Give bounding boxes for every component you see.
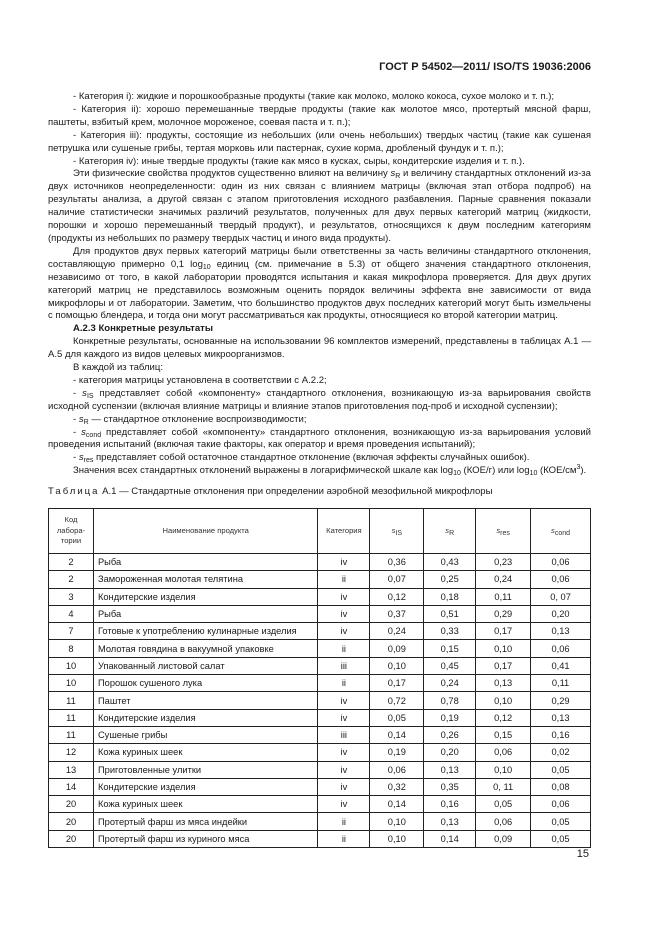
cell-s-cond: 0,13: [531, 623, 591, 640]
text: Значения всех стандартных отклонений выражены в логарифмической шкале как log: [73, 465, 454, 477]
table-row: [49, 830, 591, 847]
cell-s-cond: 0,06: [531, 796, 591, 813]
cell-name: Кондитерские изделия: [93, 778, 317, 795]
text: и величину стандартных отклонений из-за двух источников неопределенности: один из них связан с влиянием матрицы (включая этап отбора подпроб) на результаты анализа, а другой связан с этапом приготовления исходного разбавления. Парные сравнения показали наличие статистически значимых различий результатов, полученных для двух первых категорий матриц (жидкости, порошки и хорошо перемешанный твердый продукт), и результатов, относящихся к двум последним категориям (продукты из небольших по размеру твердых частиц и иного вида продукты).: [48, 168, 591, 244]
symbol: s: [82, 387, 87, 399]
symbol: s: [551, 525, 555, 535]
subscript: res: [500, 529, 510, 537]
subscript: res: [83, 457, 94, 465]
header-s-r: [424, 509, 476, 554]
table-caption: [48, 486, 492, 497]
cell-s-r: 0,16: [424, 796, 476, 813]
table-row: [49, 692, 591, 709]
cell-s-cond: 0,05: [531, 830, 591, 847]
paragraph: - Категория iv): иные твердые продукты (такие как мясо в кусках, сыры, кондитерские изделия и т. п.).: [73, 155, 525, 167]
cell-code: 20: [49, 813, 94, 830]
cell-code: 12: [49, 744, 94, 761]
cell-s-is: 0,05: [370, 709, 424, 726]
symbol: s: [445, 525, 450, 535]
cell-category: ii: [318, 675, 370, 692]
cell-s-res: 0,24: [476, 571, 531, 588]
cell-name: Кондитерские изделия: [93, 709, 317, 726]
cell-s-res: 0,05: [476, 796, 531, 813]
symbol: s: [81, 426, 86, 438]
cell-name: Порошок сушеного лука: [93, 675, 317, 692]
page-number: 15: [576, 848, 589, 860]
table-row: [49, 554, 591, 571]
cell-category: iv: [318, 588, 370, 605]
cell-s-res: 0,17: [476, 623, 531, 640]
cell-name: Рыба: [93, 554, 317, 571]
table-row: [49, 605, 591, 622]
cell-code: 2: [49, 571, 94, 588]
text: -: [73, 413, 79, 425]
cell-s-res: 0,13: [476, 675, 531, 692]
cell-code: 20: [49, 830, 94, 847]
cell-s-r: 0,18: [424, 588, 476, 605]
cell-s-r: 0,78: [424, 692, 476, 709]
cell-s-r: 0,24: [424, 675, 476, 692]
cell-s-is: 0,10: [370, 813, 424, 830]
cell-code: 4: [49, 605, 94, 622]
cell-s-res: 0,11: [476, 588, 531, 605]
cell-s-res: 0,09: [476, 830, 531, 847]
cell-s-cond: 0,08: [531, 778, 591, 795]
cell-category: iii: [318, 657, 370, 674]
cell-name: Молотая говядина в вакуумной упаковке: [93, 640, 317, 657]
cell-s-r: 0,45: [424, 657, 476, 674]
cell-s-cond: 0, 07: [531, 588, 591, 605]
paragraph: - Категория iii): продукты, состоящие из небольших (или очень небольших) твердых частиц (такие как сушеная петрушка или сушеные грибы, тертая морковь или пастернак, сухие корма, дробленый фундук и т. п.);: [48, 129, 591, 154]
cell-name: Замороженная молотая телятина: [93, 571, 317, 588]
header-s-is: [370, 509, 424, 554]
cell-s-is: 0,06: [370, 761, 424, 778]
cell-category: ii: [318, 571, 370, 588]
cell-s-cond: 0,05: [531, 813, 591, 830]
cell-s-cond: 0,06: [531, 571, 591, 588]
cell-s-r: 0,25: [424, 571, 476, 588]
subscript: 10: [529, 470, 538, 478]
cell-name: Приготовленные улитки: [93, 761, 317, 778]
table-row: [49, 744, 591, 761]
header-s-cond: [531, 509, 591, 554]
cell-category: iv: [318, 623, 370, 640]
subscript: 10: [202, 263, 211, 271]
cell-s-cond: 0,29: [531, 692, 591, 709]
text: Эти физические свойства продуктов существенно влияют на величину: [73, 168, 391, 180]
caption-label: Таблица: [48, 486, 100, 497]
symbol: s: [391, 525, 396, 535]
cell-code: 3: [49, 588, 94, 605]
cell-code: 8: [49, 640, 94, 657]
cell-s-is: 0,07: [370, 571, 424, 588]
cell-s-r: 0,19: [424, 709, 476, 726]
data-table: [48, 508, 591, 848]
cell-code: 7: [49, 623, 94, 640]
cell-name: Протертый фарш из куриного мяса: [93, 830, 317, 847]
cell-s-res: 0,10: [476, 692, 531, 709]
paragraph: [48, 168, 591, 245]
table-row: [49, 623, 591, 640]
paragraph: [48, 452, 591, 465]
cell-s-is: 0,10: [370, 657, 424, 674]
cell-s-res: 0,17: [476, 657, 531, 674]
cell-name: Кожа куриных шеек: [93, 796, 317, 813]
paragraph: [48, 465, 591, 478]
cell-code: 14: [49, 778, 94, 795]
cell-s-r: 0,33: [424, 623, 476, 640]
cell-s-cond: 0,13: [531, 709, 591, 726]
table-row: [49, 657, 591, 674]
cell-s-r: 0,35: [424, 778, 476, 795]
caption-text: А.1 — Стандартные отклонения при определении аэробной мезофильной микрофлоры: [99, 486, 493, 497]
paragraph: - категория матрицы установлена в соответствии с А.2.2;: [73, 374, 327, 386]
table-row: [49, 571, 591, 588]
text: представляет собой «компоненту» стандартного отклонения, возникающую из-за варьирования свойств исходной суспензии (включая влияние матрицы и влияние этапов приготовления под-проб и исходной суспензии);: [48, 387, 591, 412]
cell-s-r: 0,51: [424, 605, 476, 622]
text: (КОЕ/г) или log: [460, 465, 530, 477]
paragraph: - Категория i): жидкие и порошкообразные продукты (такие как молоко, молоко кокоса, сухое молоко и т. п.);: [73, 91, 555, 102]
cell-category: ii: [318, 830, 370, 847]
header-name: Наименование продукта: [93, 509, 317, 554]
cell-category: iv: [318, 761, 370, 778]
cell-s-r: 0,26: [424, 726, 476, 743]
cell-category: iii: [318, 726, 370, 743]
paragraph: - Категория ii): хорошо перемешанные твердые продукты (такие как молотое мясо, протертый мясной фарш, паштеты, взбитый крем, молочное мороженое, соевая паста и т. п.);: [48, 103, 591, 128]
cell-s-is: 0,14: [370, 726, 424, 743]
paragraph: [48, 414, 591, 427]
cell-s-is: 0,14: [370, 796, 424, 813]
text: представляет собой остаточное стандартное отклонение (включая эффекты случайных ошибок).: [93, 452, 530, 464]
text: ).: [580, 465, 587, 477]
cell-name: Протертый фарш из мяса индейки: [93, 813, 317, 830]
cell-s-r: 0,13: [424, 813, 476, 830]
cell-category: iv: [318, 605, 370, 622]
cell-s-is: 0,12: [370, 588, 424, 605]
cell-name: Кондитерские изделия: [93, 588, 317, 605]
header-code: Код лабора- тории: [49, 509, 94, 554]
table-row: [49, 778, 591, 795]
cell-s-is: 0,32: [370, 778, 424, 795]
superscript: 3: [576, 464, 581, 472]
cell-s-r: 0,43: [424, 554, 476, 571]
cell-s-cond: 0,16: [531, 726, 591, 743]
cell-s-r: 0,13: [424, 761, 476, 778]
cell-s-cond: 0,20: [531, 605, 591, 622]
table-row: [49, 640, 591, 657]
paragraph: [48, 388, 591, 414]
document-header: ГОСТ Р 54502—2011/ ISO/TS 19036:2006: [379, 61, 591, 73]
cell-s-cond: 0,11: [531, 675, 591, 692]
cell-s-r: 0,20: [424, 744, 476, 761]
cell-s-is: 0,24: [370, 623, 424, 640]
cell-s-is: 0,17: [370, 675, 424, 692]
document-body: [48, 91, 591, 478]
cell-s-is: 0,36: [370, 554, 424, 571]
text: представляет собой «компоненту» стандартного отклонения, возникающую из-за варьирования условий проведения испытаний (включая такие факторы, как оператор и время проведения испытаний);: [48, 426, 591, 451]
symbol: s: [78, 452, 84, 464]
text: Для продуктов двух первых категорий матрицы были ответственны за часть величины стандартного отклонения, составляющую примерно 0,1 log: [48, 245, 591, 270]
cell-category: ii: [318, 813, 370, 830]
cell-s-res: 0,06: [476, 813, 531, 830]
table-row: [49, 588, 591, 605]
table-row: [49, 796, 591, 813]
cell-s-res: 0, 11: [476, 778, 531, 795]
text: — стандартное отклонение воспроизводимости;: [88, 413, 307, 425]
symbol: s: [390, 168, 396, 180]
cell-s-is: 0,19: [370, 744, 424, 761]
table-row: [49, 726, 591, 743]
cell-name: Сушеные грибы: [93, 726, 317, 743]
cell-name: Готовые к употреблению кулинарные изделия: [93, 623, 317, 640]
cell-s-cond: 0,06: [531, 554, 591, 571]
paragraph: [48, 246, 591, 323]
cell-s-res: 0,23: [476, 554, 531, 571]
subscript: R: [449, 529, 455, 537]
table-row: [49, 675, 591, 692]
cell-code: 20: [49, 796, 94, 813]
section-heading: А.2.3 Конкретные результаты: [73, 323, 213, 335]
cell-category: iv: [318, 692, 370, 709]
subscript: IS: [395, 529, 403, 537]
subscript: cond: [85, 431, 102, 439]
cell-code: 13: [49, 761, 94, 778]
cell-category: iv: [318, 709, 370, 726]
subscript: IS: [86, 392, 94, 400]
table-header-row: [49, 509, 591, 554]
cell-code: 11: [49, 726, 94, 743]
table-row: [49, 813, 591, 830]
paragraph: В каждой из таблиц:: [73, 362, 163, 374]
cell-code: 10: [49, 657, 94, 674]
cell-code: 10: [49, 675, 94, 692]
cell-name: Упакованный листовой салат: [93, 657, 317, 674]
header-category: Категория: [318, 509, 370, 554]
paragraph: Конкретные результаты, основанные на использовании 96 комплектов измерений, представлены в таблицах А.1 — А.5 для каждого из видов целевых микроорганизмов.: [48, 336, 591, 361]
cell-s-res: 0,10: [476, 640, 531, 657]
cell-category: ii: [318, 640, 370, 657]
symbol: s: [78, 413, 84, 425]
cell-s-res: 0,15: [476, 726, 531, 743]
paragraph: [48, 427, 591, 453]
symbol: s: [496, 525, 501, 535]
text: единиц (см. примечание в 5.3) от общего значения стандартного отклонения, независимо от того, в какой лаборатории проводятся испытания и какая микрофлора проверяется. Для двух других категорий матриц не представилось возможным оценить порядок величины эффекта вне зависимости от вида микрофлоры и от лаборатории. Заметим, что большинство продуктов двух последних категорий могут быть измельчены с помощью блендера, и тогда они могут рассматриваться как продукты, относящиеся ко второй категории матриц.: [48, 258, 591, 322]
table-row: [49, 761, 591, 778]
cell-s-res: 0,10: [476, 761, 531, 778]
cell-s-is: 0,72: [370, 692, 424, 709]
cell-name: Паштет: [93, 692, 317, 709]
cell-s-res: 0,29: [476, 605, 531, 622]
cell-category: iv: [318, 796, 370, 813]
subscript: cond: [554, 529, 571, 537]
cell-s-cond: 0,41: [531, 657, 591, 674]
text: (КОЕ/см: [537, 465, 577, 477]
text: -: [73, 426, 82, 438]
cell-s-is: 0,37: [370, 605, 424, 622]
cell-s-r: 0,14: [424, 830, 476, 847]
cell-category: iv: [318, 778, 370, 795]
subscript: 10: [453, 470, 461, 478]
subscript: R: [83, 418, 89, 426]
cell-s-is: 0,09: [370, 640, 424, 657]
cell-name: Кожа куриных шеек: [93, 744, 317, 761]
cell-name: Рыба: [93, 605, 317, 622]
text: -: [73, 387, 83, 399]
cell-category: iv: [318, 744, 370, 761]
cell-s-res: 0,06: [476, 744, 531, 761]
cell-s-cond: 0,05: [531, 761, 591, 778]
table-row: [49, 709, 591, 726]
cell-category: iv: [318, 554, 370, 571]
cell-s-res: 0,12: [476, 709, 531, 726]
cell-s-cond: 0,02: [531, 744, 591, 761]
cell-code: 11: [49, 692, 94, 709]
header-s-res: [476, 509, 531, 554]
cell-s-r: 0,15: [424, 640, 476, 657]
subscript: R: [395, 173, 401, 181]
cell-code: 2: [49, 554, 94, 571]
cell-s-cond: 0,06: [531, 640, 591, 657]
text: -: [73, 452, 79, 464]
cell-s-is: 0,10: [370, 830, 424, 847]
cell-code: 11: [49, 709, 94, 726]
